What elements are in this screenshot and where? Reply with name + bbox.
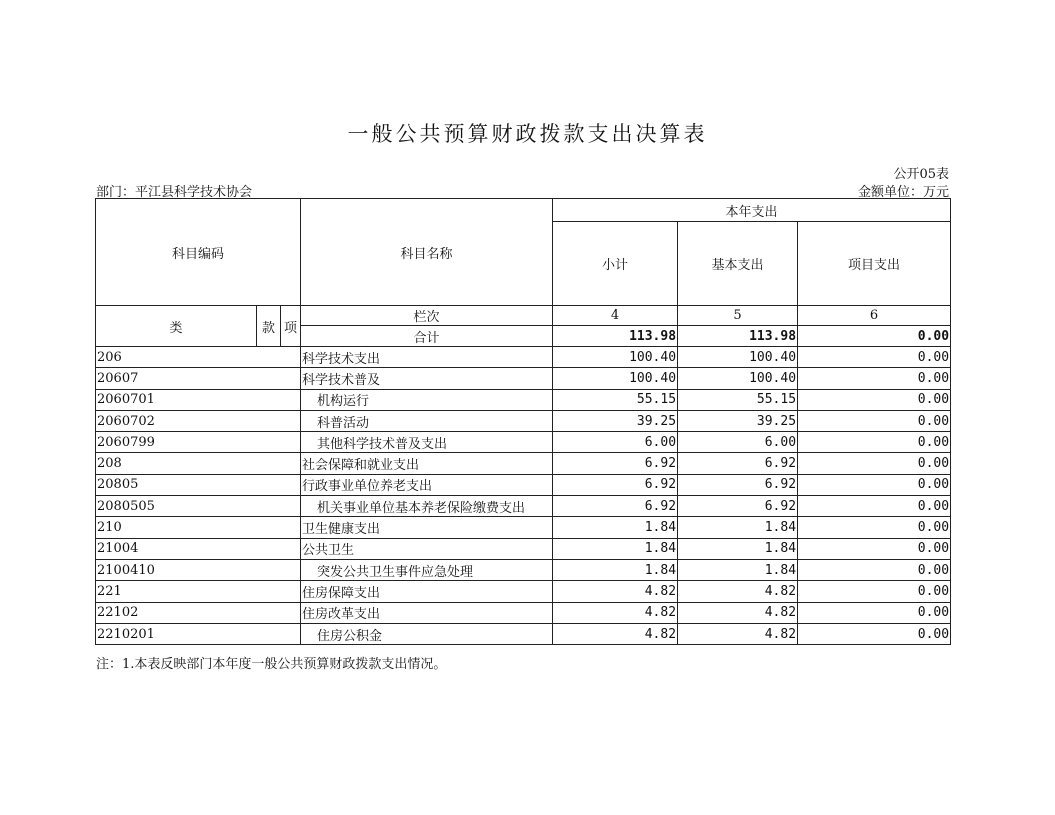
row-basic: 4.82 bbox=[678, 623, 798, 644]
row-project: 0.00 bbox=[798, 517, 951, 538]
row-project: 0.00 bbox=[798, 347, 951, 368]
header-project: 项目支出 bbox=[798, 222, 951, 306]
row-basic: 6.92 bbox=[678, 496, 798, 517]
table-row bbox=[96, 602, 951, 623]
row-basic: 1.84 bbox=[678, 538, 798, 559]
row-basic: 100.40 bbox=[678, 368, 798, 389]
row-name: 科普活动 bbox=[301, 410, 553, 431]
header-column-no: 栏次 bbox=[301, 306, 553, 326]
table-number: 公开05表 bbox=[893, 167, 949, 182]
footnote: 注：1.本表反映部门本年度一般公共预算财政拨款支出情况。 bbox=[96, 657, 447, 672]
row-code: 21004 bbox=[96, 538, 301, 559]
table-row bbox=[96, 410, 951, 431]
row-project: 0.00 bbox=[798, 368, 951, 389]
page-title: 一般公共预算财政拨款支出决算表 bbox=[347, 122, 708, 146]
header-col4: 4 bbox=[553, 306, 678, 326]
header-lei: 类 bbox=[96, 306, 257, 347]
row-code: 2100410 bbox=[96, 559, 301, 580]
row-code: 2060702 bbox=[96, 410, 301, 431]
header-col6: 6 bbox=[798, 306, 951, 326]
header-kuan: 款 bbox=[257, 306, 281, 347]
total-subtotal: 113.98 bbox=[553, 326, 678, 347]
row-basic: 55.15 bbox=[678, 389, 798, 410]
total-label: 合计 bbox=[301, 326, 553, 347]
total-basic: 113.98 bbox=[678, 326, 798, 347]
row-subtotal: 6.92 bbox=[553, 453, 678, 474]
row-project: 0.00 bbox=[798, 474, 951, 495]
header-xiang: 项 bbox=[281, 306, 301, 347]
total-project: 0.00 bbox=[798, 326, 951, 347]
row-project: 0.00 bbox=[798, 389, 951, 410]
row-name: 住房保障支出 bbox=[301, 581, 553, 602]
row-subtotal: 6.00 bbox=[553, 432, 678, 453]
row-code: 20805 bbox=[96, 474, 301, 495]
row-basic: 4.82 bbox=[678, 581, 798, 602]
row-subtotal: 6.92 bbox=[553, 474, 678, 495]
row-subtotal: 1.84 bbox=[553, 517, 678, 538]
row-project: 0.00 bbox=[798, 538, 951, 559]
header-col5: 5 bbox=[678, 306, 798, 326]
row-name: 机关事业单位基本养老保险缴费支出 bbox=[301, 496, 553, 517]
row-subtotal: 100.40 bbox=[553, 368, 678, 389]
table-row bbox=[96, 581, 951, 602]
row-code: 2060799 bbox=[96, 432, 301, 453]
row-code: 2210201 bbox=[96, 623, 301, 644]
row-basic: 6.92 bbox=[678, 474, 798, 495]
table-row bbox=[96, 496, 951, 517]
row-name: 机构运行 bbox=[301, 389, 553, 410]
row-basic: 6.92 bbox=[678, 453, 798, 474]
row-basic: 100.40 bbox=[678, 347, 798, 368]
row-subtotal: 4.82 bbox=[553, 623, 678, 644]
row-code: 20607 bbox=[96, 368, 301, 389]
row-basic: 39.25 bbox=[678, 410, 798, 431]
row-project: 0.00 bbox=[798, 432, 951, 453]
row-name: 卫生健康支出 bbox=[301, 517, 553, 538]
table-row bbox=[96, 474, 951, 495]
row-basic: 6.00 bbox=[678, 432, 798, 453]
row-project: 0.00 bbox=[798, 410, 951, 431]
table-row bbox=[96, 432, 951, 453]
row-subtotal: 1.84 bbox=[553, 559, 678, 580]
row-project: 0.00 bbox=[798, 581, 951, 602]
header-basic: 基本支出 bbox=[678, 222, 798, 306]
row-basic: 1.84 bbox=[678, 559, 798, 580]
header-subtotal: 小计 bbox=[553, 222, 678, 306]
row-subtotal: 55.15 bbox=[553, 389, 678, 410]
row-code: 210 bbox=[96, 517, 301, 538]
row-subtotal: 6.92 bbox=[553, 496, 678, 517]
table-row bbox=[96, 453, 951, 474]
row-code: 221 bbox=[96, 581, 301, 602]
row-project: 0.00 bbox=[798, 453, 951, 474]
row-name: 其他科学技术普及支出 bbox=[301, 432, 553, 453]
table-row bbox=[96, 389, 951, 410]
row-basic: 4.82 bbox=[678, 602, 798, 623]
row-subtotal: 4.82 bbox=[553, 581, 678, 602]
row-project: 0.00 bbox=[798, 623, 951, 644]
row-name: 科学技术支出 bbox=[301, 347, 553, 368]
row-code: 208 bbox=[96, 453, 301, 474]
row-project: 0.00 bbox=[798, 602, 951, 623]
row-project: 0.00 bbox=[798, 496, 951, 517]
row-name: 科学技术普及 bbox=[301, 368, 553, 389]
row-basic: 1.84 bbox=[678, 517, 798, 538]
row-name: 行政事业单位养老支出 bbox=[301, 474, 553, 495]
row-name: 住房改革支出 bbox=[301, 602, 553, 623]
header-code: 科目编码 bbox=[96, 199, 301, 306]
row-code: 22102 bbox=[96, 602, 301, 623]
row-code: 2080505 bbox=[96, 496, 301, 517]
department-label: 部门：平江县科学技术协会 bbox=[96, 185, 253, 200]
row-project: 0.00 bbox=[798, 559, 951, 580]
row-subtotal: 39.25 bbox=[553, 410, 678, 431]
table-row bbox=[96, 559, 951, 580]
table-row bbox=[96, 368, 951, 389]
header-name: 科目名称 bbox=[301, 199, 553, 306]
table-row bbox=[96, 538, 951, 559]
row-name: 公共卫生 bbox=[301, 538, 553, 559]
row-subtotal: 1.84 bbox=[553, 538, 678, 559]
row-name: 社会保障和就业支出 bbox=[301, 453, 553, 474]
table-row bbox=[96, 347, 951, 368]
row-name: 突发公共卫生事件应急处理 bbox=[301, 559, 553, 580]
row-code: 206 bbox=[96, 347, 301, 368]
expenditure-table bbox=[95, 198, 951, 645]
header-current-year: 本年支出 bbox=[553, 199, 951, 222]
table-row bbox=[96, 623, 951, 644]
row-subtotal: 100.40 bbox=[553, 347, 678, 368]
row-code: 2060701 bbox=[96, 389, 301, 410]
row-name: 住房公积金 bbox=[301, 623, 553, 644]
table-row bbox=[96, 517, 951, 538]
unit-label: 金额单位：万元 bbox=[857, 185, 949, 200]
row-subtotal: 4.82 bbox=[553, 602, 678, 623]
